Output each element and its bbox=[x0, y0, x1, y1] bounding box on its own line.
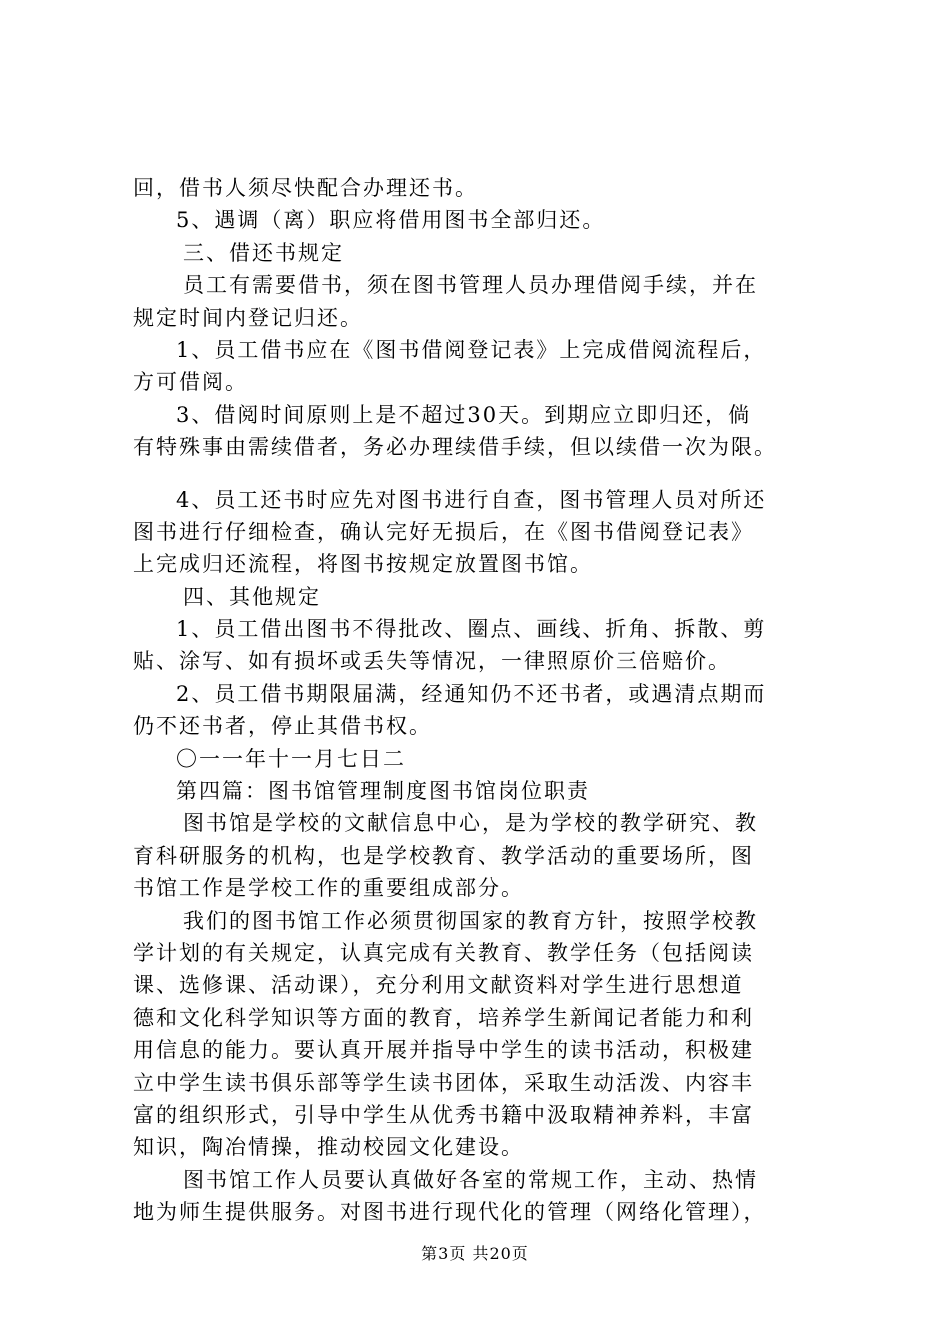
section-heading: 三、借还书规定 bbox=[183, 240, 344, 265]
document-body bbox=[133, 172, 833, 1229]
paragraph-line: 书馆工作是学校工作的重要组成部分。 bbox=[133, 876, 524, 901]
paragraph-line: 课、选修课、活动课），充分利用文献资料对学生进行思想道 bbox=[133, 973, 744, 998]
section-heading: 四、其他规定 bbox=[183, 584, 321, 609]
paragraph-line: 3、借阅时间原则上是不超过30天。到期应立即归还，倘 bbox=[176, 402, 752, 427]
paragraph-line: 仍不还书者，停止其借书权。 bbox=[133, 714, 432, 739]
paragraph-line: 图书馆是学校的文献信息中心，是为学校的教学研究、教 bbox=[183, 811, 758, 836]
paragraph-line: 地为师生提供服务。对图书进行现代化的管理（网络化管理）， bbox=[133, 1200, 767, 1225]
paragraph-line: 知识，陶冶情操，推动校园文化建设。 bbox=[133, 1135, 524, 1160]
paragraph-line: 图书馆工作人员要认真做好各室的常规工作，主动、热情 bbox=[183, 1167, 758, 1192]
chapter-heading: 第四篇：图书馆管理制度图书馆岗位职责 bbox=[176, 779, 590, 804]
paragraph-line: 4、员工还书时应先对图书进行自查，图书管理人员对所还 bbox=[176, 487, 767, 512]
paragraph-line: 有特殊事由需续借者，务必办理续借手续，但以续借一次为限。 bbox=[133, 435, 777, 460]
paragraph-line: 我们的图书馆工作必须贯彻国家的教育方针，按照学校教 bbox=[183, 908, 758, 933]
paragraph-line: 上完成归还流程，将图书按规定放置图书馆。 bbox=[133, 552, 593, 577]
date-line: 〇一一年十一月七日二 bbox=[176, 746, 406, 771]
paragraph-line: 用信息的能力。要认真开展并指导中学生的读书活动，积极建 bbox=[133, 1038, 754, 1063]
paragraph-line: 德和文化科学知识等方面的教育，培养学生新闻记者能力和利 bbox=[133, 1005, 754, 1030]
paragraph-line: 育科研服务的机构，也是学校教育、教学活动的重要场所，图 bbox=[133, 843, 754, 868]
paragraph-line: 员工有需要借书，须在图书管理人员办理借阅手续，并在 bbox=[183, 273, 758, 298]
paragraph-line: 规定时间内登记归还。 bbox=[133, 305, 363, 330]
paragraph-line: 1、员工借出图书不得批改、圈点、画线、折角、拆散、剪 bbox=[176, 617, 767, 642]
paragraph-line: 1、员工借书应在《图书借阅登记表》上完成借阅流程后， bbox=[176, 337, 767, 362]
paragraph-line: 回，借书人须尽快配合办理还书。 bbox=[133, 176, 478, 200]
page-number-footer: 第3页 共20页 bbox=[421, 1244, 529, 1263]
paragraph-line: 贴、涂写、如有损坏或丢失等情况，一律照原价三倍赔价。 bbox=[133, 649, 731, 674]
paragraph-line: 学计划的有关规定，认真完成有关教育、教学任务（包括阅读 bbox=[133, 940, 754, 965]
paragraph-line: 方可借阅。 bbox=[133, 370, 248, 395]
paragraph-line: 2、员工借书期限届满，经通知仍不还书者，或遇清点期而 bbox=[176, 681, 767, 706]
paragraph-line: 图书进行仔细检查，确认完好无损后，在《图书借阅登记表》 bbox=[133, 519, 754, 544]
paragraph-line: 富的组织形式，引导中学生从优秀书籍中汲取精神养料，丰富 bbox=[133, 1102, 754, 1127]
paragraph-line: 5、遇调（离）职应将借用图书全部归还。 bbox=[176, 208, 606, 233]
paragraph-line: 立中学生读书俱乐部等学生读书团体，采取生动活泼、内容丰 bbox=[133, 1070, 754, 1095]
